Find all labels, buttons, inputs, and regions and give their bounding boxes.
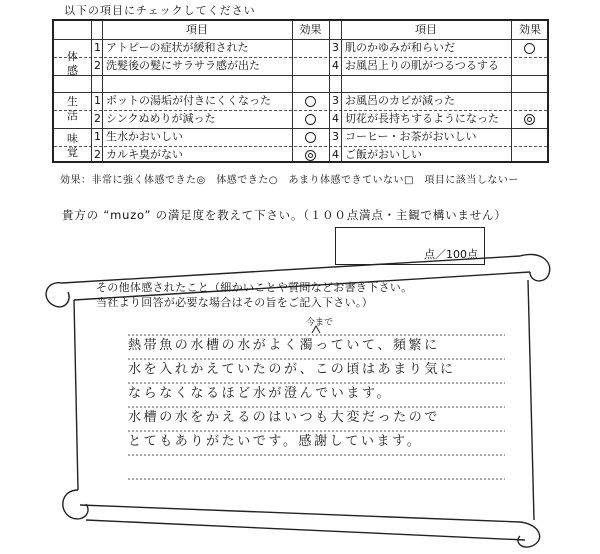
row-number: 3 xyxy=(332,130,339,143)
row-number: 4 xyxy=(332,59,339,72)
handwritten-line-1: 熱帯魚の水槽の水がよく濁っていて、頻繁に xyxy=(128,338,440,353)
category-char: 体 xyxy=(67,50,78,63)
legend-text: 効果：非常に強く体感できた◎ 体感できた○ あまり体感できていない□ 項目に該当しないー xyxy=(60,175,519,186)
category-char: 味 xyxy=(67,132,78,145)
header-item-right: 項目 xyxy=(415,23,437,36)
row-number: 4 xyxy=(332,148,339,161)
checklist-item-right-3: お風呂のカビが減った xyxy=(345,94,455,107)
handwritten-line-5: とてもありがたいです。感謝しています。 xyxy=(128,434,423,449)
row-number: 1 xyxy=(94,94,101,107)
checklist-item-right-4: 切花が長持ちするようになった xyxy=(345,112,499,125)
comment-prompt-line1: その他体感されたこと（細かいことや質問などお書き下さい。 xyxy=(96,281,413,294)
checklist-item-right-1: 肌のかゆみが和らいだ xyxy=(345,41,455,54)
row-number: 1 xyxy=(94,130,101,143)
satisfaction-question: 貴方の “muzo” の満足度を教えて下さい。（１００点満点・主観で構いません） xyxy=(62,208,507,222)
instruction-text: 以下の項目にチェックしてください xyxy=(64,4,256,17)
checklist-item-right-5: コーヒー・お茶がおいしい xyxy=(345,130,477,143)
header-item-left: 項目 xyxy=(186,23,208,36)
row-number: 4 xyxy=(332,112,339,125)
comment-prompt-line2: 当社より回答が必要な場合はその旨をご記入下さい。） xyxy=(96,296,373,309)
checklist-item-left-4: シンクぬめりが減った xyxy=(106,112,216,125)
checklist-item-left-5: 生水かおいしい xyxy=(106,130,183,143)
handwritten-line-4: 水槽の水をかえるのはいつも大変だったので xyxy=(128,410,441,425)
row-number: 2 xyxy=(94,148,101,161)
row-number: 3 xyxy=(332,94,339,107)
checklist-item-right-2: お風呂上りの肌がつるつるする xyxy=(345,59,499,72)
row-number: 2 xyxy=(94,59,101,72)
handwritten-line-2: 水を入れかえていたのが、この頃はあまり気に xyxy=(128,362,456,377)
category-char: 生 xyxy=(67,95,78,108)
checklist-item-left-6: カルキ臭がない xyxy=(106,148,183,161)
checklist-item-left-3: ポットの湯垢が付きにくくなった xyxy=(106,94,271,107)
score-unit: 点／100点 xyxy=(424,248,478,261)
category-char: 活 xyxy=(67,109,78,122)
category-char: 感 xyxy=(67,64,78,77)
category-char: 覚 xyxy=(67,146,78,159)
handwritten-insertion: 今まで xyxy=(306,318,334,328)
handwritten-line-3: ならなくなるほど水が澄んでいます。 xyxy=(128,386,393,401)
row-number: 2 xyxy=(94,112,101,125)
header-effect-left: 効果 xyxy=(299,23,322,36)
header-effect-right: 効果 xyxy=(519,23,541,36)
row-number: 1 xyxy=(94,41,101,54)
checklist-item-left-2: 洗髪後の髪にサラサラ感が出た xyxy=(106,59,260,72)
checklist-item-right-6: ご飯がおいしい xyxy=(345,148,422,161)
row-number: 3 xyxy=(332,41,339,54)
checklist-item-left-1: アトピーの症状が緩和された xyxy=(106,41,249,54)
